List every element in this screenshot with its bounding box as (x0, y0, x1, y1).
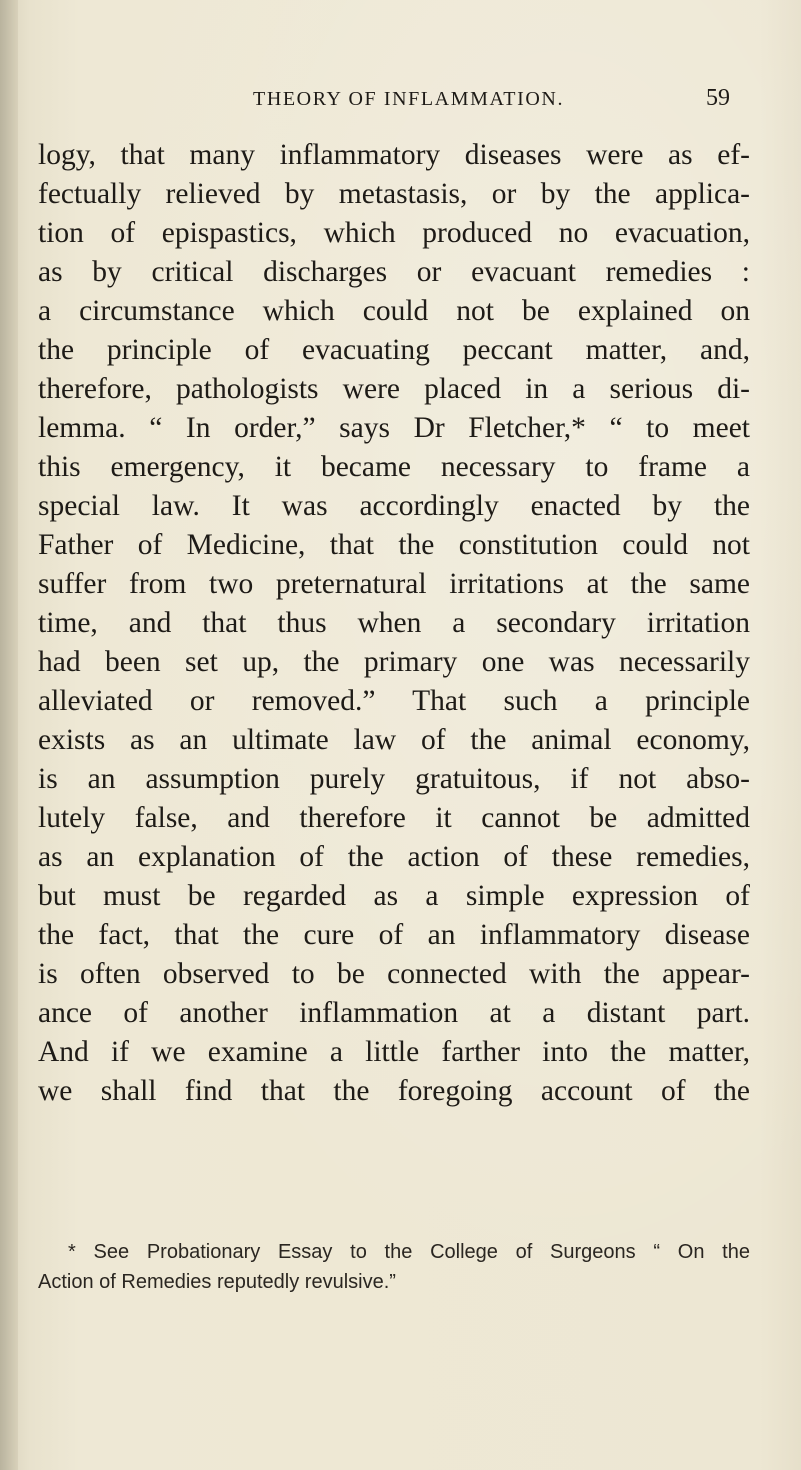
text-line: this emergency, it became necessary to frame a (38, 451, 750, 483)
text-line: tion of epispastics, which produced no evacuation, (38, 217, 750, 249)
text-line: fectually relieved by metastasis, or by the applica- (38, 178, 750, 210)
text-line: a circumstance which could not be explained on (38, 295, 750, 327)
running-head (0, 85, 801, 122)
text-line: Father of Medicine, that the constitution could not (38, 529, 750, 561)
text-line: is an assumption purely gratuitous, if not abso- (38, 763, 750, 795)
text-line: had been set up, the primary one was necessarily (38, 646, 750, 678)
text-line: as an explanation of the action of these remedies, (38, 841, 750, 873)
footnote (38, 1237, 750, 1297)
text-line: And if we examine a little farther into the matter, (38, 1036, 750, 1068)
text-line: alleviated or removed.” That such a principle (38, 685, 750, 717)
text-line: the principle of evacuating peccant matter, and, (38, 334, 750, 366)
text-line: is often observed to be connected with the appear- (38, 958, 750, 990)
footnote-line: * See Probationary Essay to the College of Surgeons “ On the (68, 1241, 750, 1263)
text-line: exists as an ultimate law of the animal economy, (38, 724, 750, 756)
text-line: suffer from two preternatural irritations at the same (38, 568, 750, 600)
text-line: as by critical discharges or evacuant remedies : (38, 256, 750, 288)
running-title: THEORY OF INFLAMMATION. (253, 88, 565, 110)
page-gutter (0, 0, 18, 1470)
page-number: 59 (706, 85, 730, 111)
text-line: therefore, pathologists were placed in a serious di- (38, 373, 750, 405)
text-line: we shall find that the foregoing account of the (38, 1075, 750, 1107)
footnote-line: Action of Remedies reputedly revulsive.” (38, 1271, 396, 1293)
text-line: but must be regarded as a simple expression of (38, 880, 750, 912)
text-line: the fact, that the cure of an inflammatory disease (38, 919, 750, 951)
text-line: lemma. “ In order,” says Dr Fletcher,* “ to meet (38, 412, 750, 444)
text-line: ance of another inflammation at a distant part. (38, 997, 750, 1029)
text-line: logy, that many inflammatory diseases were as ef- (38, 139, 750, 171)
text-line: time, and that thus when a secondary irritation (38, 607, 750, 639)
text-line: lutely false, and therefore it cannot be admitted (38, 802, 750, 834)
text-line: special law. It was accordingly enacted by the (38, 490, 750, 522)
body-text (38, 136, 788, 1111)
